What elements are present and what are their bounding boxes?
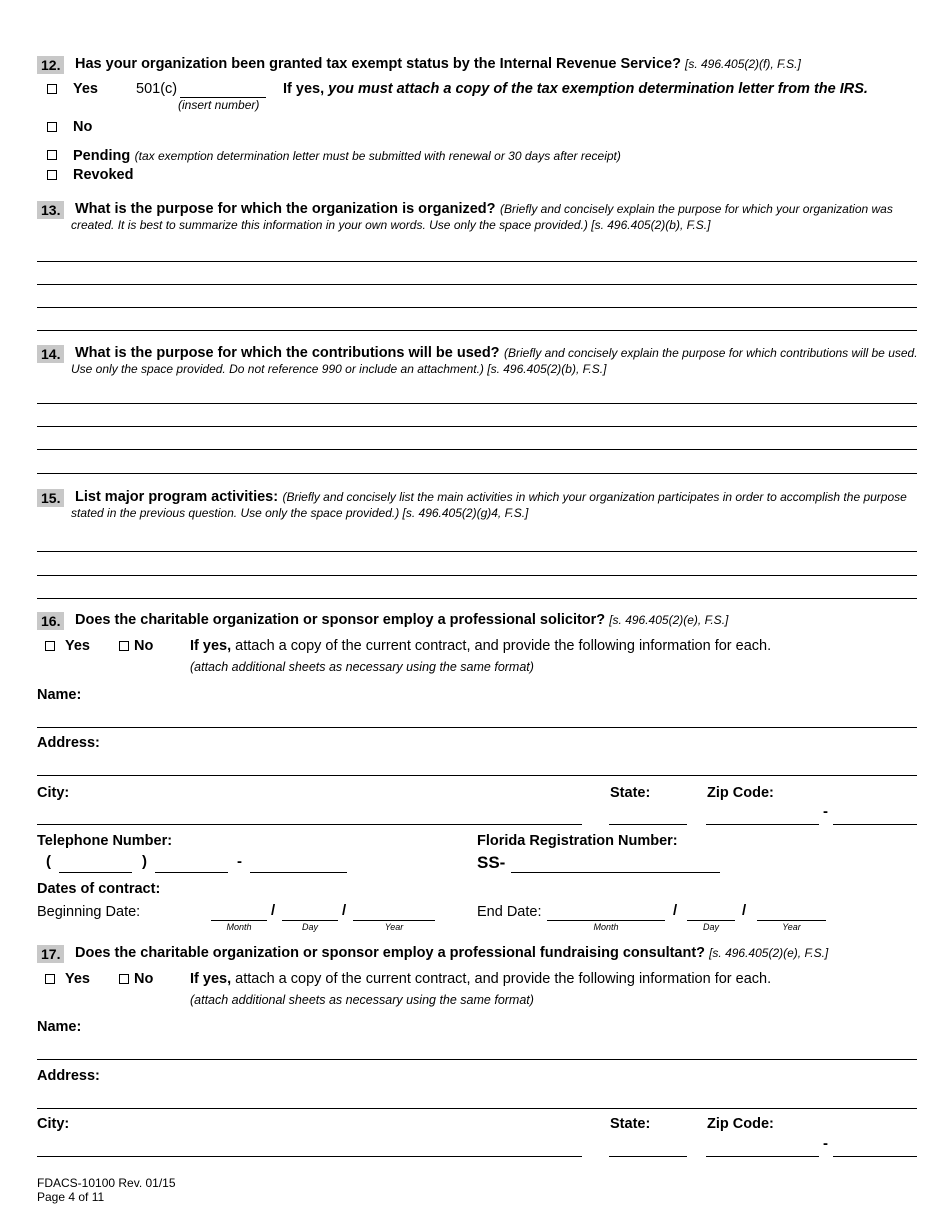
q16-name-input[interactable] bbox=[37, 727, 917, 728]
q16-begin-slash: / bbox=[271, 902, 276, 919]
q16-phone-prefix-input[interactable] bbox=[155, 872, 228, 873]
q16-zip-input[interactable] bbox=[706, 824, 819, 825]
footer-form-id: FDACS-10100 Rev. 01/15 bbox=[37, 1176, 176, 1190]
q15-number: 15. bbox=[37, 489, 64, 507]
q14-answer-line[interactable] bbox=[37, 403, 917, 404]
q17-name-label: Name: bbox=[37, 1019, 82, 1035]
q13-note: (Briefly and concisely explain the purpose for which your organization was created. It is best to summarize this information in your own words. Use only the space provided.) [s. 496.405(2)(b), F.S.] bbox=[71, 202, 893, 232]
q16-state-input[interactable] bbox=[609, 824, 687, 825]
q16-fl-reg-label: Florida Registration Number: bbox=[477, 833, 678, 849]
q16-if-yes-text: attach a copy of the current contract, and provide the following information for each. bbox=[235, 638, 772, 654]
q17-if-yes-bold: If yes, bbox=[190, 971, 232, 987]
q17-number: 17. bbox=[37, 945, 64, 963]
q16-end-day-hint: Day bbox=[702, 922, 719, 932]
q15-question bbox=[71, 489, 921, 521]
q12-pending-note: (tax exemption determination letter must be submitted with renewal or 30 days after receipt) bbox=[134, 149, 621, 163]
q17-question-text: Does the charitable organization or sponsor employ a professional fundraising consultant? bbox=[75, 945, 706, 961]
q14-answer-line[interactable] bbox=[37, 449, 917, 450]
q16-no-label: No bbox=[134, 638, 154, 654]
q16-ref: [s. 496.405(2)(e), F.S.] bbox=[609, 613, 729, 627]
q17-city-label: City: bbox=[37, 1116, 70, 1132]
q13-answer-line[interactable] bbox=[37, 307, 917, 308]
q12-revoked-label: Revoked bbox=[73, 167, 134, 183]
q14-question-text: What is the purpose for which the contributions will be used? bbox=[75, 345, 500, 361]
q15-note: (Briefly and concisely list the main activities in which your organization participates in order to accomplish the purpose stated in the previous question. Use only the space provided.) [s. 496.405(2)(g)4, F.S.] bbox=[71, 490, 907, 520]
q12-question-text: Has your organization been granted tax exempt status by the Internal Revenue Service? bbox=[75, 56, 681, 72]
q17-question bbox=[75, 945, 828, 961]
q12-yes-checkbox[interactable] bbox=[47, 84, 57, 94]
q12-no-checkbox[interactable] bbox=[47, 122, 57, 132]
q16-address-input[interactable] bbox=[37, 775, 917, 776]
q16-phone-paren-open: ( bbox=[46, 853, 51, 870]
q16-name-label: Name: bbox=[37, 687, 82, 703]
q14-answer-line[interactable] bbox=[37, 426, 917, 427]
q13-question bbox=[71, 201, 921, 233]
q17-attach-note: (attach additional sheets as necessary using the same format) bbox=[190, 993, 534, 1007]
q16-end-label: End Date: bbox=[477, 904, 542, 920]
q16-phone-label: Telephone Number: bbox=[37, 833, 173, 849]
q17-no-label: No bbox=[134, 971, 154, 987]
q16-end-month-input[interactable] bbox=[547, 920, 665, 921]
q12-revoked-checkbox[interactable] bbox=[47, 170, 57, 180]
q16-attach-note: (attach additional sheets as necessary using the same format) bbox=[190, 660, 534, 674]
q12-code-hint: (insert number) bbox=[178, 98, 260, 112]
q17-address-label: Address: bbox=[37, 1068, 100, 1084]
q12-code-prefix: 501(c) bbox=[136, 81, 178, 97]
q12-if-yes-text: you must attach a copy of the tax exemption determination letter from the IRS. bbox=[328, 81, 868, 97]
q12-pending-checkbox[interactable] bbox=[47, 150, 57, 160]
q16-zip-label: Zip Code: bbox=[707, 785, 774, 801]
q16-begin-label: Beginning Date: bbox=[37, 904, 141, 920]
q16-yes-checkbox[interactable] bbox=[45, 641, 55, 651]
q16-phone-area-input[interactable] bbox=[59, 872, 132, 873]
q16-begin-day-input[interactable] bbox=[282, 920, 338, 921]
q12-pending bbox=[73, 147, 621, 165]
q16-dates-label: Dates of contract: bbox=[37, 881, 161, 897]
q16-end-year-hint: Year bbox=[782, 922, 801, 932]
q16-end-slash: / bbox=[673, 902, 678, 919]
q16-begin-day-hint: Day bbox=[301, 922, 318, 932]
q16-begin-slash: / bbox=[342, 902, 347, 919]
q16-begin-year-input[interactable] bbox=[353, 920, 435, 921]
q16-city-label: City: bbox=[37, 785, 70, 801]
q12-no-label: No bbox=[73, 119, 93, 135]
q16-address-label: Address: bbox=[37, 735, 100, 751]
q16-number: 16. bbox=[37, 612, 64, 630]
q17-address-input[interactable] bbox=[37, 1108, 917, 1109]
q17-no-checkbox[interactable] bbox=[119, 974, 129, 984]
q13-answer-line[interactable] bbox=[37, 284, 917, 285]
q12-number: 12. bbox=[37, 56, 64, 74]
q15-question-text: List major program activities: bbox=[75, 489, 279, 505]
q17-state-label: State: bbox=[610, 1116, 651, 1132]
q15-answer-line[interactable] bbox=[37, 598, 917, 599]
q16-if-yes bbox=[190, 638, 771, 654]
q16-end-year-input[interactable] bbox=[757, 920, 826, 921]
q14-answer-line[interactable] bbox=[37, 473, 917, 474]
q16-city-input[interactable] bbox=[37, 824, 582, 825]
q13-answer-line[interactable] bbox=[37, 261, 917, 262]
q17-ref: [s. 496.405(2)(e), F.S.] bbox=[709, 946, 829, 960]
q17-zip-dash: - bbox=[823, 1135, 828, 1152]
q12-ref: [s. 496.405(2)(f), F.S.] bbox=[684, 57, 801, 71]
q16-ss-prefix: SS- bbox=[477, 853, 506, 872]
q16-zip-dash: - bbox=[823, 803, 828, 820]
q16-if-yes-bold: If yes, bbox=[190, 638, 232, 654]
q16-no-checkbox[interactable] bbox=[119, 641, 129, 651]
q13-question-text: What is the purpose for which the organization is organized? bbox=[75, 201, 496, 217]
q17-if-yes-text: attach a copy of the current contract, and provide the following information for each. bbox=[235, 971, 772, 987]
q17-yes-label: Yes bbox=[65, 971, 90, 987]
q16-phone-dash: - bbox=[237, 853, 242, 870]
q16-end-slash: / bbox=[742, 902, 747, 919]
q14-number: 14. bbox=[37, 345, 64, 363]
q17-zip-label: Zip Code: bbox=[707, 1116, 774, 1132]
q16-begin-month-hint: Month bbox=[226, 922, 252, 932]
q16-state-label: State: bbox=[610, 785, 651, 801]
q17-yes-checkbox[interactable] bbox=[45, 974, 55, 984]
q12-pending-label: Pending bbox=[73, 148, 131, 164]
q16-phone-paren-close: ) bbox=[142, 853, 147, 870]
q14-note: (Briefly and concisely explain the purpose for which contributions will be used. Use only the space provided. Do not reference 990 or include an attachment.) [s. 496.405(2)(b), F.S.] bbox=[71, 346, 918, 376]
q14-question bbox=[71, 345, 921, 377]
q12-yes-label: Yes bbox=[73, 81, 98, 97]
q17-if-yes bbox=[190, 971, 771, 987]
q17-city-input[interactable] bbox=[37, 1156, 582, 1157]
q16-yes-label: Yes bbox=[65, 638, 90, 654]
q16-end-day-input[interactable] bbox=[687, 920, 735, 921]
q16-end-month-hint: Month bbox=[593, 922, 619, 932]
q17-zip-input[interactable] bbox=[706, 1156, 819, 1157]
q16-phone-line-input[interactable] bbox=[250, 872, 347, 873]
q12-if-yes bbox=[283, 81, 868, 97]
q13-answer-line[interactable] bbox=[37, 330, 917, 331]
q15-answer-line[interactable] bbox=[37, 551, 917, 552]
q16-fl-reg-input[interactable] bbox=[511, 872, 720, 873]
q13-number: 13. bbox=[37, 201, 64, 219]
q17-name-input[interactable] bbox=[37, 1059, 917, 1060]
q16-begin-year-hint: Year bbox=[384, 922, 404, 932]
q16-question bbox=[75, 612, 728, 628]
footer-page-number: Page 4 of 11 bbox=[37, 1190, 105, 1204]
q16-zip-ext-input[interactable] bbox=[833, 824, 917, 825]
q16-begin-month-input[interactable] bbox=[211, 920, 267, 921]
q17-state-input[interactable] bbox=[609, 1156, 687, 1157]
q17-zip-ext-input[interactable] bbox=[833, 1156, 917, 1157]
q15-answer-line[interactable] bbox=[37, 575, 917, 576]
q12-question bbox=[75, 56, 801, 72]
q16-question-text: Does the charitable organization or sponsor employ a professional solicitor? bbox=[75, 612, 606, 628]
q12-if-yes-bold: If yes, bbox=[283, 81, 325, 97]
